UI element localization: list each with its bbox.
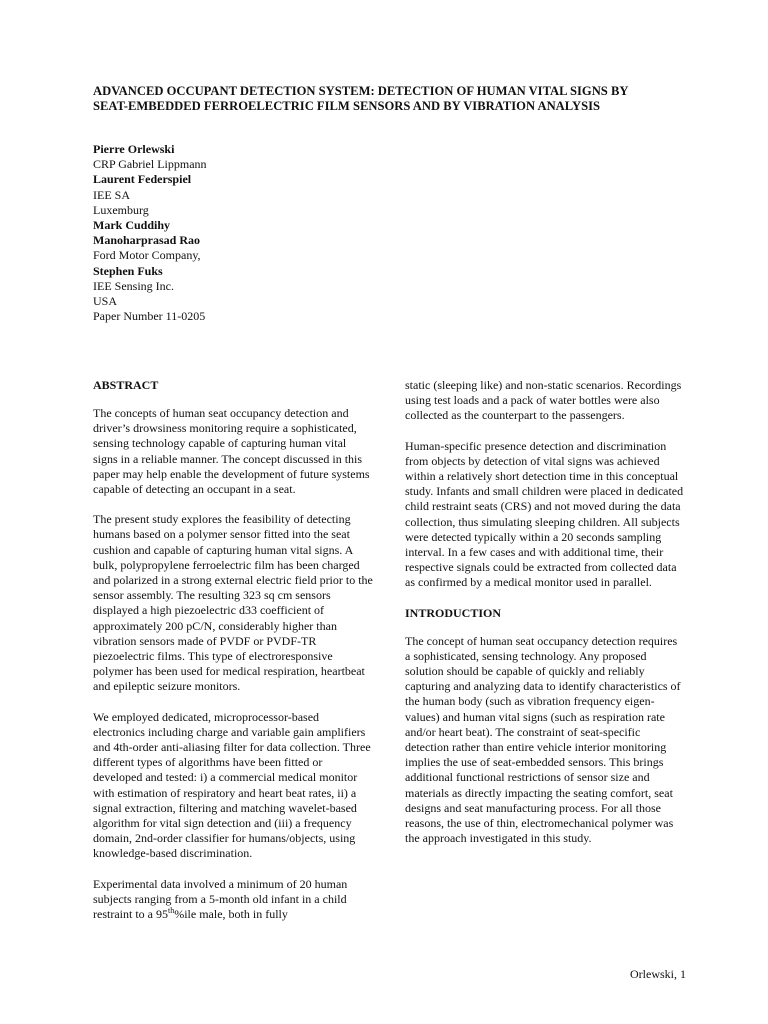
abstract-paragraph-1: The concepts of human seat occupancy detection and driver’s drowsiness monitoring require a sophisticated, sensing technology capable of capturing human vital signs in a reliable manner. The concept discussed in this paper may help enable the development of future systems capable of detecting an occupant in a seat. [93, 406, 370, 497]
abstract-paragraph-2: The present study explores the feasibility of detecting humans based on a polymer sensor fitted into the seat cushion and capable of capturing human vital signs. A bulk, polypropylene ferroelectric film has been charged and polarized in a strong external electric field prior to the sensor assembly. The resulting 323 sq cm sensors displayed a high piezoelectric d33 coefficient of approximately 200 pC/N, considerably higher than vibration sensors made of PVDF or PVDF-TR piezoelectric films. This type of electroresponsive polymer has been used for medical respiration, heartbeat and epileptic seizure monitors. [93, 512, 373, 694]
author-affiliation: USA [93, 294, 118, 309]
author-affiliation: CRP Gabriel Lippmann [93, 157, 207, 172]
right-column [405, 378, 685, 861]
abstract-paragraph-4-text-a: Experimental data involved a minimum of 20 human subjects ranging from a 5-month old infant in a child restraint to a 95 [93, 876, 348, 922]
author-name: Manoharprasad Rao [93, 233, 201, 248]
author-affiliation: IEE Sensing Inc. [93, 278, 174, 293]
abstract-continued-paragraph-1: static (sleeping like) and non-static scenarios. Recordings using test loads and a pack of water bottles were also collected as the counterpart to the passengers. [405, 378, 682, 423]
page-footer: Orlewski, 1 [630, 967, 686, 981]
introduction-heading: INTRODUCTION [405, 605, 502, 620]
author-affiliation: Ford Motor Company, [93, 248, 201, 263]
introduction-paragraph-1: The concept of human seat occupancy detection requires a sophisticated, sensing technology. Any proposed solution should be capable of quickly and reliably capturing and analyzing data to identify characteristics of the human body (such as vibration frequency eigen-values) and human vital signs (such as respiration rate and/or heart beat). The constraint of seat-specific detection rather than entire vehicle interior monitoring implies the use of seat-embedded sensors. This brings additional functional restrictions of sensor size and materials as directly impacting the seating comfort, seat designs and seat manufacturing process. For all those reasons, the use of thin, electromechanical polymer was the approach investigated in this study. [405, 633, 681, 846]
author-name: Stephen Fuks [93, 263, 163, 278]
paper-title: ADVANCED OCCUPANT DETECTION SYSTEM: DETECTION OF HUMAN VITAL SIGNS BY SEAT-EMBEDDED FERROELECTRIC FILM SENSORS AND BY VIBRATION ANALYSIS [93, 84, 628, 113]
abstract-paragraph-4 [93, 877, 373, 923]
author-affiliation: Luxemburg [93, 202, 149, 217]
abstract-heading: ABSTRACT [93, 378, 159, 392]
author-affiliation: Paper Number 11-0205 [93, 309, 206, 324]
abstract-continued-paragraph-2: Human-specific presence detection and discrimination from objects by detection of vital signs was achieved within a relatively short detection time in this conceptual study. Infants and small children were placed in dedicated child restraint seats (CRS) and not moved during the data collection, thus simulating sleeping children. All subjects were detected typically within a 20 seconds sampling interval. In a few cases and with additional time, their respective signals could be extracted from collected data as confirmed by a medical monitor used in parallel. [405, 438, 684, 590]
left-column [93, 378, 373, 937]
author-block [93, 142, 393, 324]
author-name: Laurent Federspiel [93, 172, 192, 187]
author-name: Mark Cuddihy [93, 218, 171, 233]
author-name: Pierre Orlewski [93, 142, 175, 156]
abstract-paragraph-4-text-b: %ile male, both in fully [174, 907, 288, 922]
author-affiliation: IEE SA [93, 187, 130, 202]
superscript-th: th [167, 906, 175, 916]
abstract-paragraph-3: We employed dedicated, microprocessor-based electronics including charge and variable gain amplifiers and 4th-order anti-aliasing filter for data collection. Three different types of algorithms have been fitted or developed and tested: i) a commercial medical monitor with estimation of respiratory and heart beat rates, ii) a signal extraction, filtering and matching wavelet-based algorithm for vital sign detection and (iii) a frequency domain, 2nd-order classifier for humans/objects, using knowledge-based discrimination. [93, 709, 371, 861]
